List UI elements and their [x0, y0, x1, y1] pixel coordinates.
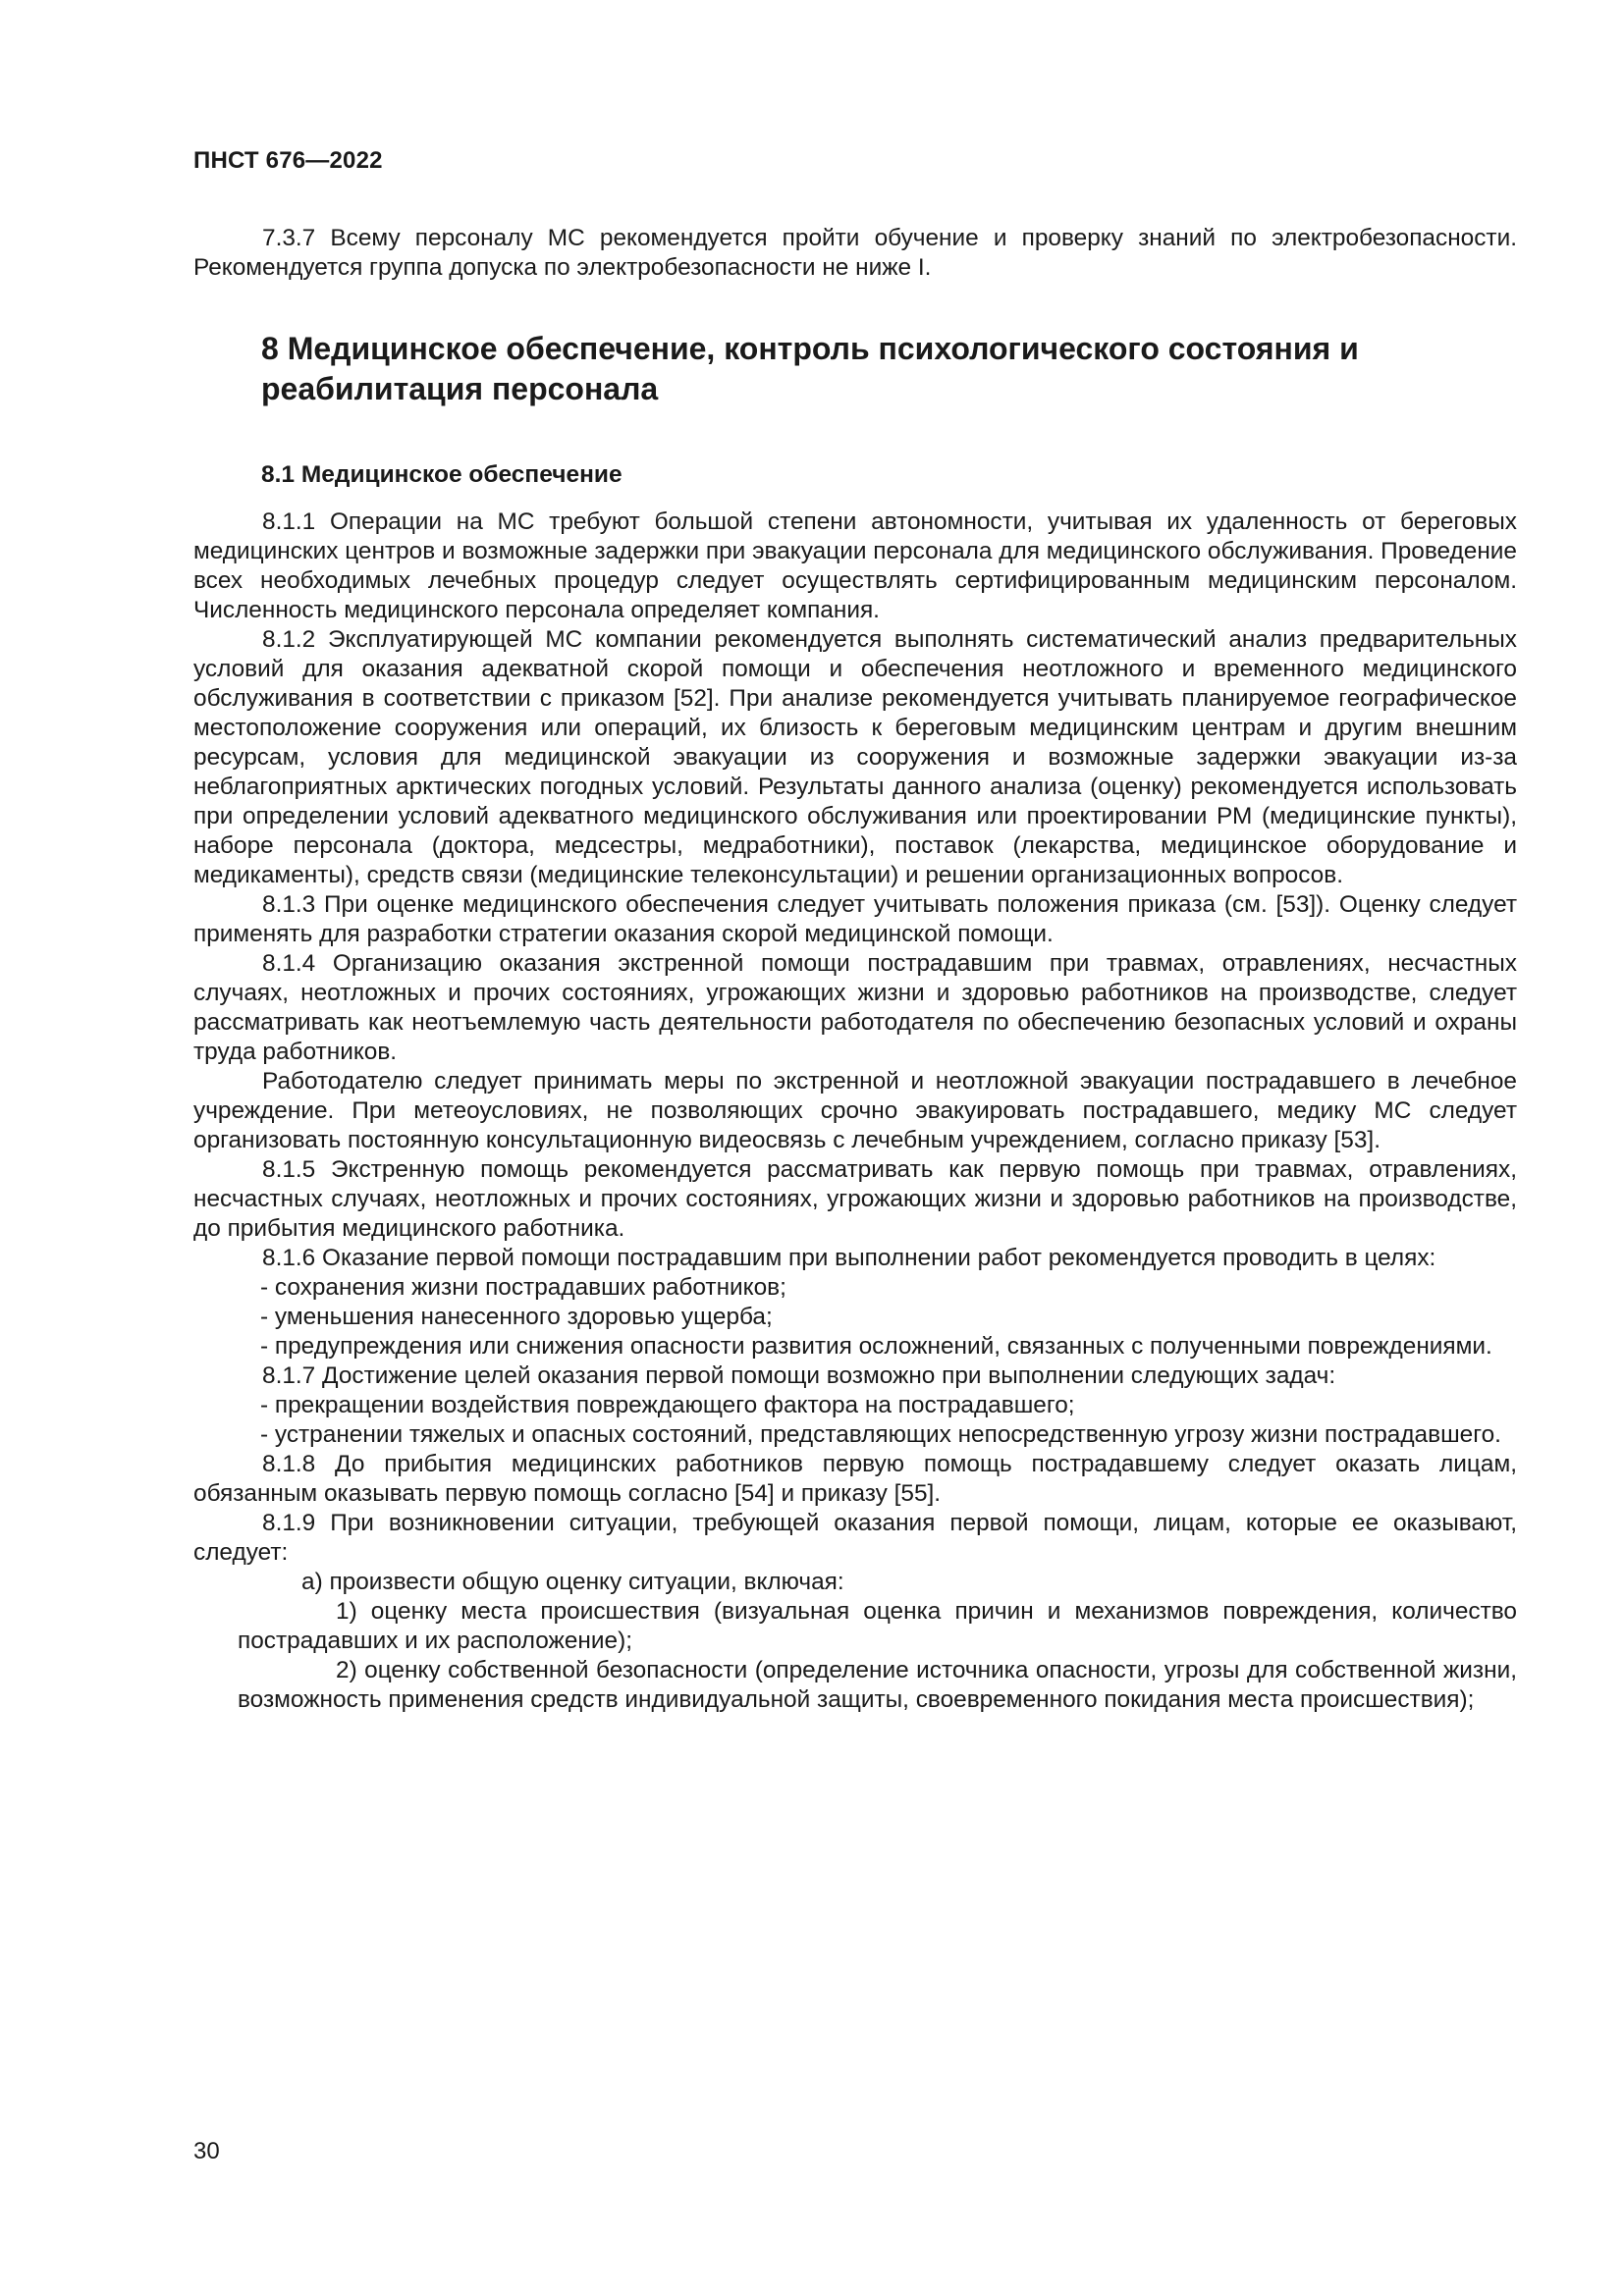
list-item: - сохранения жизни пострадавших работников;	[260, 1274, 786, 1301]
list-item: - предупреждения или снижения опасности развития осложнений, связанных с полученными повреждениями.	[260, 1333, 1492, 1360]
document-header: ПНСТ 676—2022	[193, 147, 383, 174]
paragraph-8-1-4-cont: Работодателю следует принимать меры по экстренной и неотложной эвакуации пострадавшего в лечебное учреждение. При метеоусловиях, не позволяющих срочно эвакуировать пострадавшего, медику МС следует организовать постоянную консультационную видеосвязь с лечебным учреждением, согласно приказу [53].	[193, 1068, 1517, 1153]
paragraph-8-1-2: 8.1.2 Эксплуатирующей МС компании рекомендуется выполнять систематический анализ предварительных условий для оказания адекватной скорой помощи и обеспечения неотложного и временного медицинского обслуживания в соответствии с приказом [52]. При анализе рекомендуется учитывать планируемое географическое местоположение сооружения или операций, их близость к береговым медицинским центрам и другим внешним ресурсам, условия для медицинской эвакуации из сооружения и возможные задержки эвакуации из-за неблагоприятных арктических погодных условий. Результаты данного анализа (оценку) рекомендуется использовать при определении условий адекватного медицинского обслуживания или проектировании РМ (медицинские пункты), наборе персонала (доктора, медсестры, медработники), поставок (лекарства, медицинское оборудование и медикаменты), средств связи (медицинские телеконсультации) и решении организационных вопросов.	[193, 626, 1517, 888]
section-title: 8 Медицинское обеспечение, контроль психологического состояния и реабилитация персонала	[261, 331, 1359, 406]
paragraph-8-1-8: 8.1.8 До прибытия медицинских работников первую помощь пострадавшему следует оказать лицам, обязанным оказывать первую помощь согласно [54] и приказу [55].	[193, 1451, 1517, 1507]
page-number: 30	[193, 2138, 220, 2164]
paragraph-8-1-3: 8.1.3 При оценке медицинского обеспечения следует учитывать положения приказа (см. [53]). Оценку следует применять для разработки стратегии оказания скорой медицинской помощи.	[193, 891, 1517, 947]
paragraph-8-1-5: 8.1.5 Экстренную помощь рекомендуется рассматривать как первую помощь при травмах, отравлениях, несчастных случаях, неотложных и прочих состояниях, угрожающих жизни и здоровью работников на производстве, до прибытия медицинского работника.	[193, 1156, 1517, 1242]
list-item: - устранении тяжелых и опасных состояний, представляющих непосредственную угрозу жизни пострадавшего.	[260, 1421, 1501, 1448]
list-item: - прекращении воздействия повреждающего фактора на пострадавшего;	[260, 1392, 1075, 1418]
list-item: а) произвести общую оценку ситуации, включая:	[301, 1569, 844, 1595]
paragraph-8-1-7: 8.1.7 Достижение целей оказания первой помощи возможно при выполнении следующих задач:	[262, 1362, 1336, 1389]
list-item: 1) оценку места происшествия (визуальная оценка причин и механизмов повреждения, количество пострадавших и их расположение);	[238, 1598, 1517, 1654]
list-item: - уменьшения нанесенного здоровью ущерба;	[260, 1304, 773, 1330]
body-text	[193, 507, 1517, 1715]
paragraph-8-1-9: 8.1.9 При возникновении ситуации, требующей оказания первой помощи, лицам, которые ее оказывают, следует:	[193, 1510, 1517, 1566]
paragraph-8-1-6: 8.1.6 Оказание первой помощи пострадавшим при выполнении работ рекомендуется проводить в целях:	[262, 1245, 1436, 1271]
list-item: 2) оценку собственной безопасности (определение источника опасности, угрозы для собственной жизни, возможность применения средств индивидуальной защиты, своевременного покидания места происшествия);	[238, 1657, 1517, 1713]
paragraph-8-1-1: 8.1.1 Операции на МС требуют большой степени автономности, учитывая их удаленность от береговых медицинских центров и возможные задержки при эвакуации персонала для медицинского обслуживания. Проведение всех необходимых лечебных процедур следует осуществлять сертифицированным медицинским персоналом. Численность медицинского персонала определяет компания.	[193, 508, 1517, 623]
intro-block	[193, 224, 1517, 283]
subsection-title: 8.1 Медицинское обеспечение	[261, 461, 623, 488]
paragraph-8-1-4: 8.1.4 Организацию оказания экстренной помощи пострадавшим при травмах, отравлениях, несчастных случаях, неотложных и прочих состояниях, угрожающих жизни и здоровью работников на производстве, следует рассматривать как неотъемлемую часть деятельности работодателя по обеспечению безопасных условий и охраны труда работников.	[193, 950, 1517, 1065]
paragraph-7-3-7: 7.3.7 Всему персоналу МС рекомендуется пройти обучение и проверку знаний по электробезопасности. Рекомендуется группа допуска по электробезопасности не ниже I.	[193, 225, 1517, 281]
